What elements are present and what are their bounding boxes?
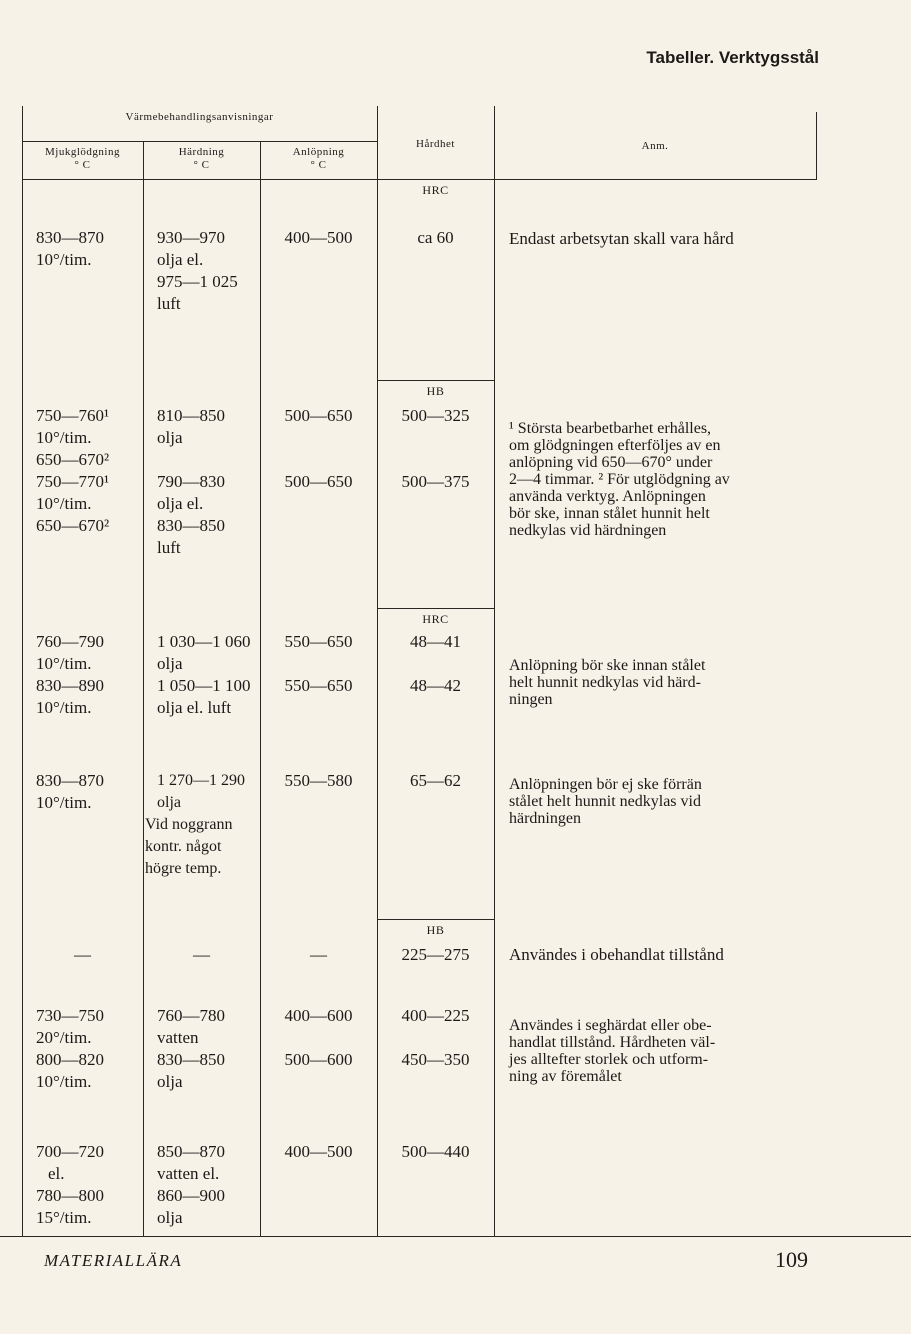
table-left-border <box>22 106 23 1236</box>
cell-mjukglodgning: 730—750 20°/tim. 800—820 10°/tim. <box>36 1006 104 1091</box>
cell-anm-footnote: ¹ Största bearbetbarhet erhålles, om glödgningen efterföljes av en anlöpning vid 650—670° under 2—4 timmar. ² För utglödgning av använda verktyg. Anlöpningen bör ske, innan stålet hunnit helt nedkylas vid härdningen <box>509 420 730 539</box>
cell-hardning: 930—970 olja el. 975—1 025 luft <box>157 228 238 313</box>
cell-anm: Användes i seghärdat eller obe- handlat tillstånd. Hårdheten väl- jes alltefter storlek och utform- ning av föremålet <box>509 1017 716 1085</box>
col-header-anlopning: Anlöpning ° C <box>292 146 345 171</box>
unit-rule <box>377 380 494 381</box>
group-header-rule <box>22 141 377 142</box>
column-divider <box>494 106 495 1236</box>
unit-rule <box>377 919 494 920</box>
cell-anlopning: 550—650 550—650 <box>284 632 353 695</box>
cell-anm: Anlöpningen bör ej ske förrän stålet helt hunnit nedkylas vid härdningen <box>509 776 702 827</box>
cell-mjukglodgning: 760—790 10°/tim. 830—890 10°/tim. <box>36 632 104 717</box>
cell-hardhet: 500—325 500—375 <box>401 406 470 491</box>
cell-mjukglodgning: 700—720 el. 780—800 15°/tim. <box>36 1142 104 1227</box>
cell-anlopning: 550—580 <box>284 771 353 790</box>
hardness-unit: HRC <box>422 183 449 197</box>
col-header-mjukglodgning: Mjukglödgning ° C <box>45 146 120 171</box>
cell-hardhet: 48—41 48—42 <box>410 632 461 695</box>
cell-anm: Endast arbetsytan skall vara hård <box>509 229 734 248</box>
cell-hardhet: 225—275 <box>401 945 470 964</box>
column-divider <box>143 142 144 1236</box>
cell-mjukglodgning: 750—760¹ 10°/tim. 650—670² 750—770¹ 10°/tim. 650—670² <box>36 406 110 535</box>
cell-anlopning: 400—600 500—600 <box>284 1006 353 1069</box>
cell-anlopning: 400—500 <box>284 228 353 247</box>
cell-hardning: 850—870 vatten el. 860—900 olja <box>157 1142 225 1227</box>
cell-hardhet: 400—225 450—350 <box>401 1006 470 1069</box>
col-header-hardning: Härdning ° C <box>178 146 225 171</box>
cell-hardning: 1 030—1 060 olja 1 050—1 100 olja el. luft <box>157 632 251 717</box>
cell-anm: Anlöpning bör ske innan stålet helt hunnit nedkylas vid härd- ningen <box>509 657 706 708</box>
cell-hardning: 1 270—1 290 olja Vid noggrann kontr. något högre temp. <box>145 772 245 877</box>
hardness-unit: HB <box>426 923 445 937</box>
page-number: 109 <box>775 1247 808 1272</box>
cell-anlopning: 400—500 <box>284 1142 353 1161</box>
unit-rule <box>377 608 494 609</box>
cell-hardning: 760—780 vatten 830—850 olja <box>157 1006 225 1091</box>
cell-hardhet: ca 60 <box>417 228 454 247</box>
group-header: Värmebehandlingsanvisningar <box>125 111 274 123</box>
cell-anm: Användes i obehandlat tillstånd <box>509 945 724 964</box>
cell-hardning: — <box>193 945 210 964</box>
cell-hardhet: 65—62 <box>410 771 461 790</box>
hardness-unit: HB <box>426 384 445 398</box>
cell-hardning: 810—850 olja 790—830 olja el. 830—850 luft <box>157 406 225 557</box>
col-header-anm: Anm. <box>641 140 669 152</box>
cell-anlopning: — <box>310 945 327 964</box>
running-head: Tabeller. Verktygsstål <box>646 48 819 67</box>
table-right-border <box>816 112 817 180</box>
col-header-hardhet: Hårdhet <box>416 138 455 150</box>
header-bottom-rule <box>22 179 816 180</box>
cell-anlopning: 500—650 500—650 <box>284 406 353 491</box>
cell-mjukglodgning: 830—870 10°/tim. <box>36 771 104 812</box>
cell-mjukglodgning: — <box>74 945 91 964</box>
footer-book-title: MATERIALLÄRA <box>44 1251 183 1270</box>
table-bottom-rule <box>0 1236 911 1237</box>
hardness-unit: HRC <box>422 612 449 626</box>
cell-hardhet: 500—440 <box>401 1142 470 1161</box>
cell-mjukglodgning: 830—870 10°/tim. <box>36 228 104 269</box>
